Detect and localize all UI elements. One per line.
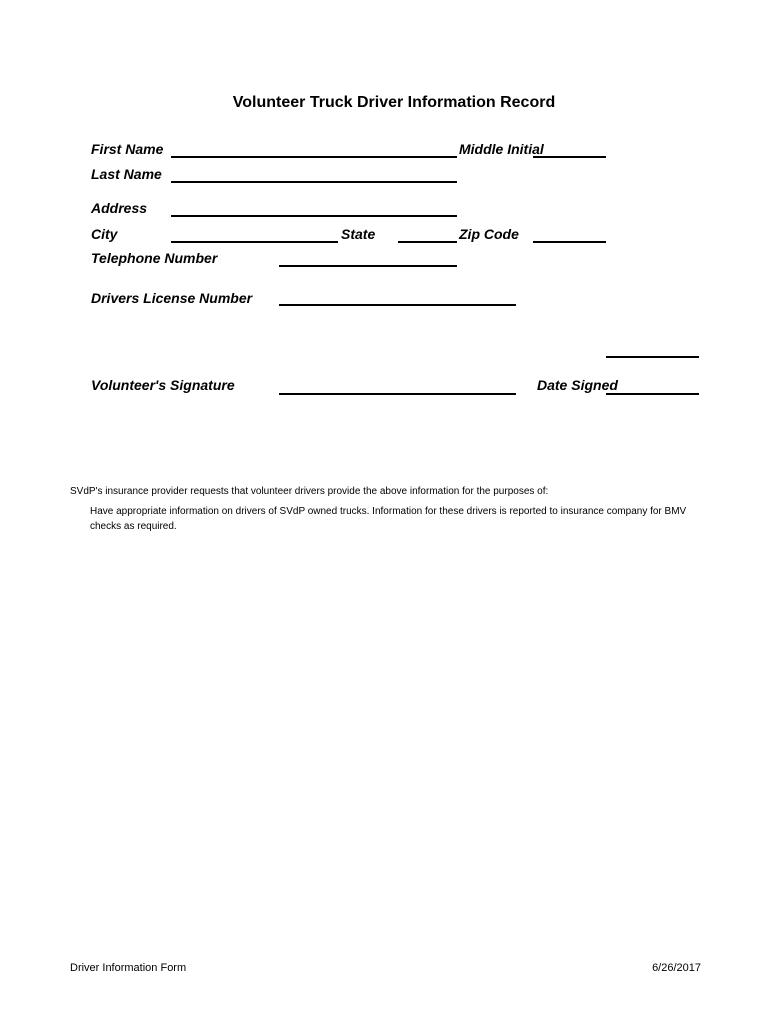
- middle-initial-label: Middle Initial: [459, 141, 544, 157]
- address-field[interactable]: [171, 215, 457, 217]
- page-title: Volunteer Truck Driver Information Record: [232, 94, 556, 111]
- date-signed-field[interactable]: [606, 393, 699, 395]
- last-name-field[interactable]: [171, 181, 457, 183]
- footer-form-name: Driver Information Form: [70, 962, 187, 974]
- drivers-license-field[interactable]: [279, 304, 516, 306]
- first-name-label: First Name: [91, 141, 164, 157]
- state-label: State: [341, 226, 376, 242]
- zip-code-label: Zip Code: [459, 226, 519, 242]
- telephone-field[interactable]: [279, 265, 457, 267]
- middle-initial-field[interactable]: [533, 156, 606, 158]
- purpose-note: Have appropriate information on drivers of SVdP owned trucks. Information for these drivers is reported to insurance company for BMV checks as required.: [90, 506, 687, 532]
- drivers-license-label: Drivers License Number: [91, 290, 253, 306]
- insurance-note: SVdP's insurance provider requests that volunteer drivers provide the above information for the purposes of:: [70, 486, 549, 497]
- signature-label: Volunteer's Signature: [91, 377, 235, 393]
- city-label: City: [91, 226, 118, 242]
- state-field[interactable]: [398, 241, 457, 243]
- footer-date: 6/26/2017: [652, 962, 701, 974]
- date-upper-line: [606, 356, 699, 358]
- date-signed-label: Date Signed: [537, 377, 618, 393]
- signature-field[interactable]: [279, 393, 516, 395]
- first-name-field[interactable]: [171, 156, 457, 158]
- last-name-label: Last Name: [91, 166, 162, 182]
- telephone-label: Telephone Number: [91, 250, 218, 266]
- zip-code-field[interactable]: [533, 241, 606, 243]
- address-label: Address: [91, 200, 148, 216]
- city-field[interactable]: [171, 241, 338, 243]
